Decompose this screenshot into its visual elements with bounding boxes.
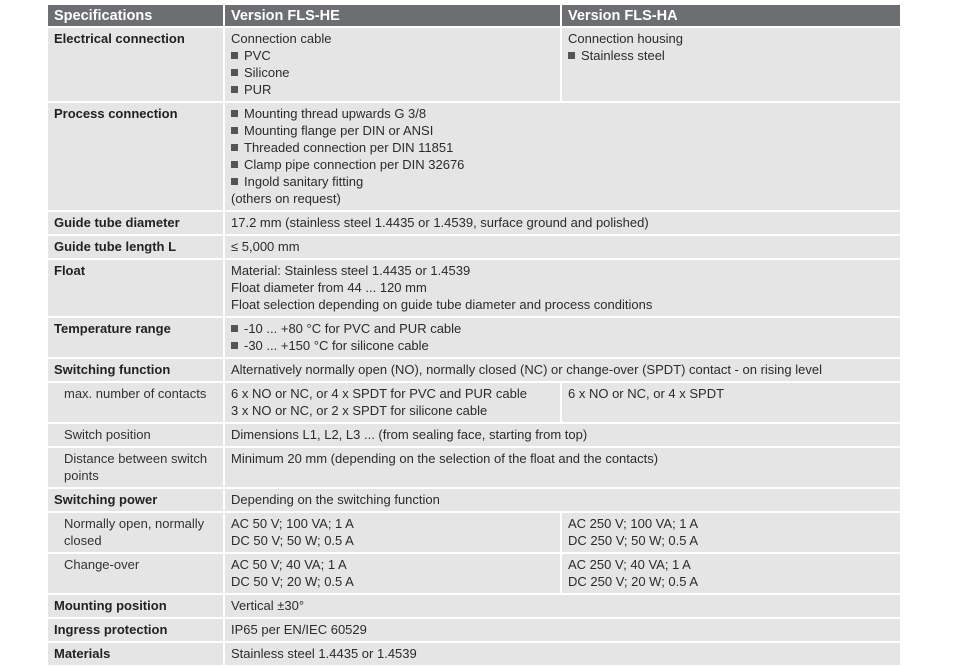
- table-row: [48, 28, 900, 103]
- cell-line: [231, 47, 554, 64]
- cell-text: Stainless steel 1.4435 or 1.4539: [231, 646, 417, 661]
- cell-line: [568, 532, 894, 549]
- row-label: Process connection: [48, 103, 225, 212]
- cell-line: [231, 238, 894, 255]
- row-value-both-versions: [225, 236, 900, 260]
- cell-line: [231, 173, 894, 190]
- cell-text: DC 250 V; 20 W; 0.5 A: [568, 574, 699, 589]
- cell-line: [231, 337, 894, 354]
- cell-line: [231, 491, 894, 508]
- cell-text: Stainless steel: [581, 48, 665, 63]
- square-bullet-icon: [231, 86, 238, 93]
- cell-line: [231, 361, 894, 378]
- table-row: [48, 383, 900, 424]
- row-value-both-versions: [225, 212, 900, 236]
- table-row: [48, 103, 900, 212]
- table-row: [48, 212, 900, 236]
- header-row: [48, 5, 900, 28]
- cell-text: Mounting flange per DIN or ANSI: [244, 123, 434, 138]
- row-label: Switching power: [48, 489, 225, 513]
- cell-text: Clamp pipe connection per DIN 32676: [244, 157, 465, 172]
- row-value-both-versions: [225, 260, 900, 318]
- row-value-both-versions: [225, 643, 900, 667]
- table-row: [48, 359, 900, 383]
- cell-line: [568, 573, 894, 590]
- cell-line: [231, 190, 894, 207]
- table-row: [48, 318, 900, 359]
- cell-line: [231, 532, 554, 549]
- cell-line: [231, 214, 894, 231]
- row-label: Switching function: [48, 359, 225, 383]
- row-label: max. number of contacts: [48, 383, 225, 424]
- cell-text: 3 x NO or NC, or 2 x SPDT for silicone cable: [231, 403, 488, 418]
- row-value-fls-he: [225, 513, 562, 554]
- cell-line: [231, 556, 554, 573]
- square-bullet-icon: [231, 325, 238, 332]
- row-value-fls-ha: [562, 513, 900, 554]
- cell-text: AC 250 V; 40 VA; 1 A: [568, 557, 691, 572]
- row-value-fls-ha: [562, 383, 900, 424]
- cell-text: Dimensions L1, L2, L3 ... (from sealing face, starting from top): [231, 427, 588, 442]
- table-row: [48, 489, 900, 513]
- row-label: Switch position: [48, 424, 225, 448]
- cell-line: [231, 402, 554, 419]
- cell-text: Vertical ±30°: [231, 598, 305, 613]
- row-value-fls-ha: [562, 554, 900, 595]
- table-row: [48, 236, 900, 260]
- cell-line: [231, 621, 894, 638]
- cell-text: DC 50 V; 50 W; 0.5 A: [231, 533, 354, 548]
- cell-line: [231, 156, 894, 173]
- row-label: Normally open, normally closed: [48, 513, 225, 554]
- row-value-both-versions: [225, 359, 900, 383]
- row-label: Guide tube diameter: [48, 212, 225, 236]
- table-row: [48, 424, 900, 448]
- cell-text: -10 ... +80 °C for PVC and PUR cable: [244, 321, 462, 336]
- cell-line: [231, 515, 554, 532]
- cell-text: IP65 per EN/IEC 60529: [231, 622, 367, 637]
- cell-text: 6 x NO or NC, or 4 x SPDT: [568, 386, 725, 401]
- row-value-both-versions: [225, 595, 900, 619]
- row-label: Change-over: [48, 554, 225, 595]
- cell-line: [568, 556, 894, 573]
- cell-text: Mounting thread upwards G 3/8: [244, 106, 427, 121]
- cell-line: [231, 64, 554, 81]
- cell-text: Connection housing: [568, 31, 683, 46]
- cell-line: [568, 515, 894, 532]
- cell-line: [231, 385, 554, 402]
- cell-line: [231, 279, 894, 296]
- cell-text: (others on request): [231, 191, 341, 206]
- cell-text: Float diameter from 44 ... 120 mm: [231, 280, 427, 295]
- cell-line: [231, 320, 894, 337]
- cell-line: [231, 81, 554, 98]
- row-label: Electrical connection: [48, 28, 225, 103]
- row-value-fls-he: [225, 554, 562, 595]
- header-specifications: Specifications: [48, 5, 225, 28]
- cell-text: DC 50 V; 20 W; 0.5 A: [231, 574, 354, 589]
- square-bullet-icon: [231, 110, 238, 117]
- row-label: Distance between switch points: [48, 448, 225, 489]
- cell-text: -30 ... +150 °C for silicone cable: [244, 338, 429, 353]
- cell-text: Depending on the switching function: [231, 492, 440, 507]
- cell-line: [231, 122, 894, 139]
- square-bullet-icon: [231, 69, 238, 76]
- cell-text: Ingold sanitary fitting: [244, 174, 364, 189]
- cell-line: [231, 139, 894, 156]
- specifications-table: [48, 5, 900, 667]
- cell-line: [231, 30, 554, 47]
- cell-line: [231, 450, 894, 467]
- cell-line: [568, 385, 894, 402]
- row-label: Temperature range: [48, 318, 225, 359]
- cell-line: [231, 105, 894, 122]
- cell-line: [231, 597, 894, 614]
- cell-line: [231, 426, 894, 443]
- cell-text: 17.2 mm (stainless steel 1.4435 or 1.4539, surface ground and polished): [231, 215, 649, 230]
- header-version-fls-ha: Version FLS-HA: [562, 5, 900, 28]
- row-label: Float: [48, 260, 225, 318]
- row-value-both-versions: [225, 619, 900, 643]
- cell-line: [231, 296, 894, 313]
- cell-text: Minimum 20 mm (depending on the selection of the float and the contacts): [231, 451, 659, 466]
- cell-line: [231, 645, 894, 662]
- square-bullet-icon: [231, 127, 238, 134]
- row-value-both-versions: [225, 318, 900, 359]
- square-bullet-icon: [231, 52, 238, 59]
- row-value-both-versions: [225, 489, 900, 513]
- cell-line: [568, 47, 894, 64]
- square-bullet-icon: [231, 342, 238, 349]
- cell-text: Silicone: [244, 65, 290, 80]
- row-value-fls-ha: [562, 28, 900, 103]
- cell-text: AC 50 V; 40 VA; 1 A: [231, 557, 347, 572]
- cell-text: Threaded connection per DIN 11851: [244, 140, 454, 155]
- row-value-both-versions: [225, 424, 900, 448]
- row-label: Ingress protection: [48, 619, 225, 643]
- header-version-fls-he: Version FLS-HE: [225, 5, 562, 28]
- table-row: [48, 448, 900, 489]
- cell-text: Connection cable: [231, 31, 332, 46]
- square-bullet-icon: [231, 178, 238, 185]
- cell-text: DC 250 V; 50 W; 0.5 A: [568, 533, 699, 548]
- table-body: [48, 28, 900, 667]
- square-bullet-icon: [231, 161, 238, 168]
- cell-line: [568, 30, 894, 47]
- table-row: [48, 554, 900, 595]
- square-bullet-icon: [568, 52, 575, 59]
- row-label: Materials: [48, 643, 225, 667]
- row-label: Mounting position: [48, 595, 225, 619]
- cell-line: [231, 573, 554, 590]
- cell-line: [231, 262, 894, 279]
- row-value-fls-he: [225, 383, 562, 424]
- cell-text: AC 50 V; 100 VA; 1 A: [231, 516, 354, 531]
- table-row: [48, 619, 900, 643]
- square-bullet-icon: [231, 144, 238, 151]
- table-row: [48, 643, 900, 667]
- row-value-fls-he: [225, 28, 562, 103]
- cell-text: 6 x NO or NC, or 4 x SPDT for PVC and PUR cable: [231, 386, 527, 401]
- table-row: [48, 513, 900, 554]
- row-label: Guide tube length L: [48, 236, 225, 260]
- row-value-both-versions: [225, 448, 900, 489]
- row-value-both-versions: [225, 103, 900, 212]
- cell-text: Float selection depending on guide tube diameter and process conditions: [231, 297, 653, 312]
- cell-text: ≤ 5,000 mm: [231, 239, 300, 254]
- table-row: [48, 260, 900, 318]
- cell-text: PVC: [244, 48, 271, 63]
- cell-text: Alternatively normally open (NO), normally closed (NC) or change-over (SPDT) contact - on rising level: [231, 362, 822, 377]
- cell-text: AC 250 V; 100 VA; 1 A: [568, 516, 699, 531]
- cell-text: PUR: [244, 82, 272, 97]
- table-row: [48, 595, 900, 619]
- cell-text: Material: Stainless steel 1.4435 or 1.4539: [231, 263, 471, 278]
